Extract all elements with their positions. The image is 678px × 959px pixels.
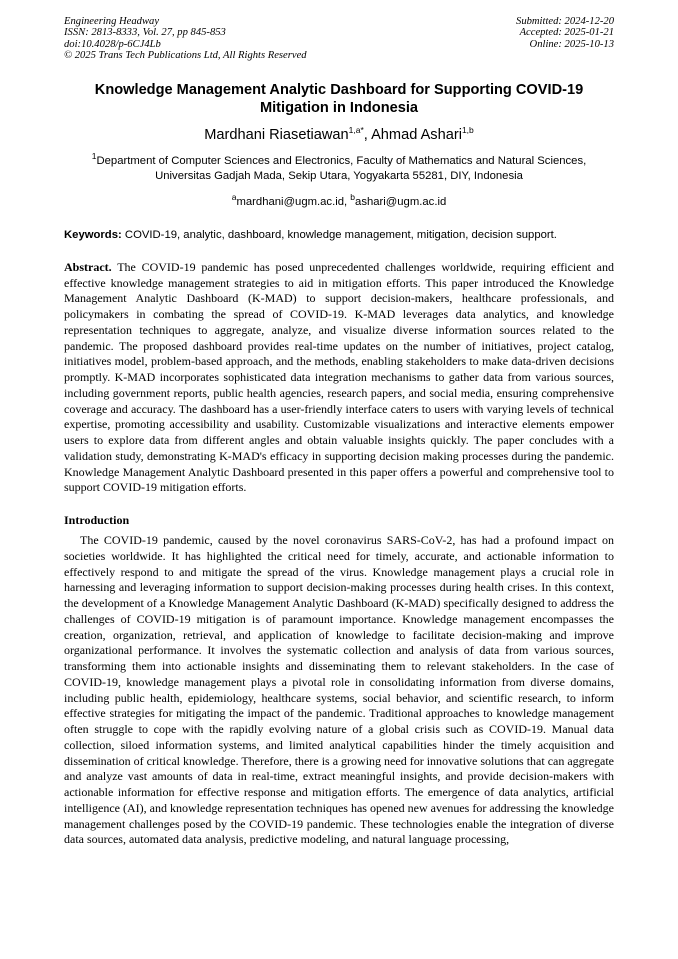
journal-info — [64, 16, 307, 62]
journal-doi[interactable]: doi:10.4028/p-6CJ4Lb — [64, 38, 161, 50]
journal-name: Engineering Headway — [64, 16, 160, 27]
affiliation — [64, 149, 614, 185]
affiliation-text: Department of Computer Sciences and Electronics, Faculty of Mathematics and Natural Sciences, Universitas Gadjah Mada, Sekip Utara, Yogyakarta 55281, DIY, Indonesia — [96, 154, 587, 183]
author-affiliation-marker: 1,a* — [348, 125, 364, 135]
author-name: Mardhani Riasetiawan — [204, 126, 349, 143]
author-emails — [64, 190, 614, 210]
abstract-label: Abstract. — [64, 259, 112, 274]
author-name: Ahmad Ashari — [371, 126, 462, 143]
email-separator: , — [344, 195, 351, 208]
accepted-date: Accepted: 2025-01-21 — [519, 27, 614, 39]
abstract-text: The COVID-19 pandemic has posed unprecedented challenges worldwide, requiring efficient and effective knowledge management strategies to aid in mitigation efforts. This paper introduced the Knowledge Management Analytic Dashboard (K-MAD) to support decision-makers, healthcare professionals, and policymakers in combating the spread of COVID-19. K-MAD leverages data analytics, and knowledge representation techniques to aggregate, analyze, and visualize diverse information sources related to the pandemic. The proposed dashboard provides real-time updates on the number of initiatives, project catalog, initiatives model, problem-based approach, and the methods, enabling stakeholders to make data-driven decisions promptly. K-MAD incorporates sophisticated data integration mechanisms to gather data from various sources, including government reports, public health agencies, research papers, and social media, ensuring comprehensive coverage and accuracy. The dashboard has a user-friendly interface caters to users with varying levels of technical expertise, promoting accessibility and usability. Customizable visualizations and interactive elements empower users to explore data from different angles and obtain valuable insights quickly. The paper concludes with a validation study, demonstrating K-MAD's efficacy in supporting decision making processes during the pandemic. Knowledge Management Analytic Dashboard presented in this paper offers a powerful and comprehensive tool to support COVID-19 mitigation efforts. — [64, 259, 614, 495]
abstract — [64, 260, 614, 496]
keywords — [64, 228, 614, 243]
paper-page — [64, 16, 614, 848]
section-heading: Introduction — [64, 513, 130, 528]
email-address[interactable]: mardhani@ugm.ac.id — [236, 195, 345, 208]
submitted-date: Submitted: 2024-12-20 — [516, 16, 614, 27]
author-affiliation-marker: 1,b — [461, 125, 474, 135]
author-separator: , — [363, 126, 372, 143]
email-marker: a — [231, 191, 237, 202]
submission-dates — [516, 16, 614, 50]
email-address[interactable]: ashari@ugm.ac.id — [355, 195, 447, 208]
copyright-notice: © 2025 Trans Tech Publications Ltd, All Rights Reserved — [64, 50, 307, 62]
keywords-text: COVID-19, analytic, dashboard, knowledge management, mitigation, decision support. — [121, 228, 557, 241]
email-marker: b — [350, 191, 356, 202]
online-date: Online: 2025-10-13 — [529, 38, 614, 50]
journal-header — [64, 16, 614, 64]
journal-issn: ISSN: 2813-8333, Vol. 27, pp 845-853 — [64, 27, 226, 39]
paper-title: Knowledge Management Analytic Dashboard for Supporting COVID-19 Mitigation in Indonesia — [94, 82, 584, 116]
introduction-paragraph: The COVID-19 pandemic, caused by the novel coronavirus SARS-CoV-2, has had a profound impact on societies worldwide. It has highlighted the critical need for timely, accurate, and actionable information to effectively respond to and mitigate the spread of the virus. Knowledge management plays a crucial role in harnessing and leveraging information to support decision-making processes during health crises. In this context, the development of a Knowledge Management Analytic Dashboard (K-MAD) specifically designed to address the challenges of COVID-19 mitigation is of paramount importance. Knowledge management encompasses the creation, organization, retrieval, and application of knowledge to facilitate decision-making and improve organizational performance. It involves the systematic collection and analysis of data from various sources, transforming them into actionable insights and disseminating them to relevant stakeholders. In the case of COVID-19, knowledge management plays a pivotal role in consolidating information from diverse domains, including public health, epidemiology, healthcare systems, social behavior, and scientific research, to inform effective strategies for mitigating the impact of the pandemic. Traditional approaches to knowledge management often struggle to cope with the rapidly evolving nature of a global crisis such as COVID-19. Manual data collection, siloed information systems, and limited analytical capabilities hinder the timely acquisition and dissemination of critical knowledge. Therefore, there is a growing need for innovative solutions that can aggregate and analyze vast amounts of data in real-time, extract meaningful insights, and provide decision-makers with actionable information for effective response and mitigation efforts. The emergence of data analytics, artificial intelligence (AI), and knowledge representation techniques has opened new avenues for addressing the knowledge management challenges posed by the COVID-19 pandemic. These technologies enable the integration of diverse data sources, automated data analysis, predictive modeling, and natural language processing, — [64, 533, 614, 847]
author-line — [64, 121, 614, 144]
affiliation-marker: 1 — [91, 150, 97, 161]
keywords-label: Keywords: — [64, 228, 122, 241]
